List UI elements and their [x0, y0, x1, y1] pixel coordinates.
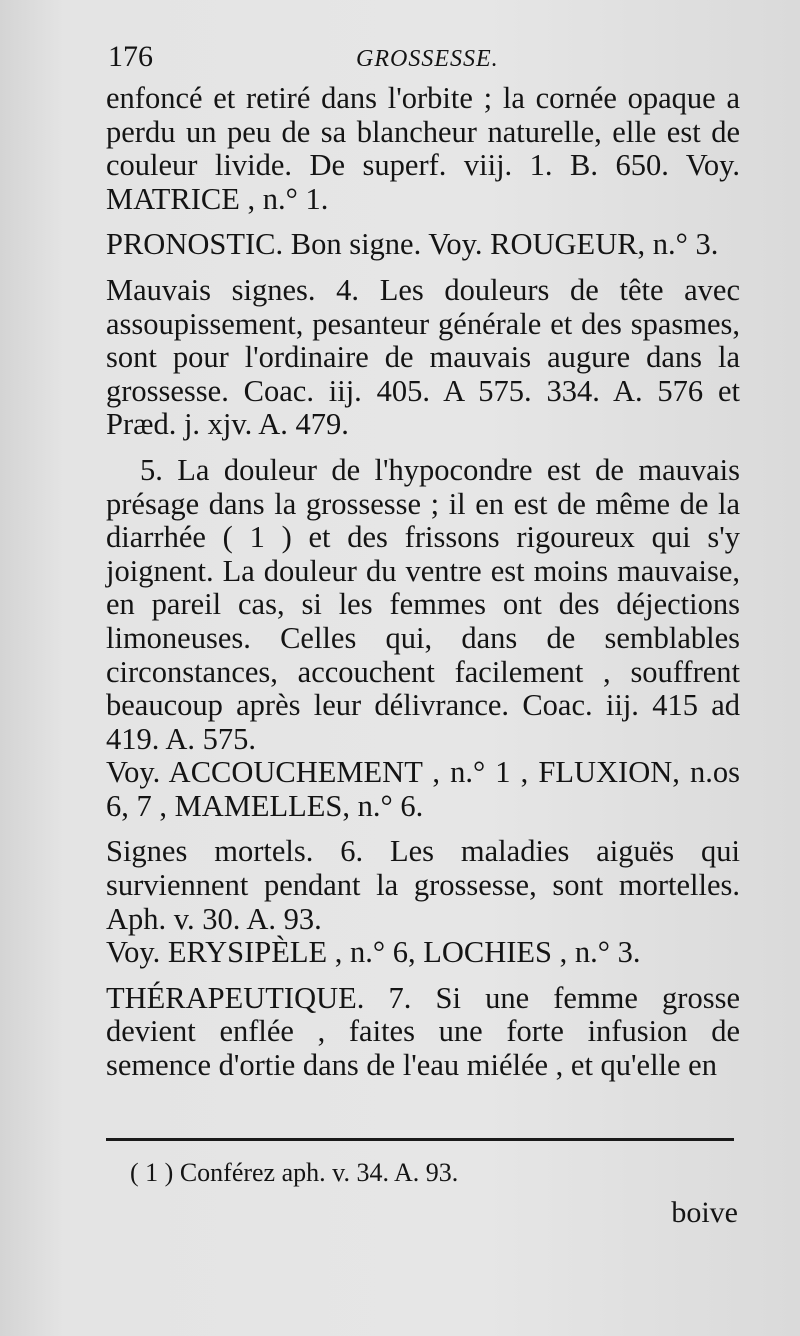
paragraph-4: 5. La douleur de l'hypocondre est de mauvais présage dans la grossesse ; il en est de même de la diarrhée ( 1 ) et des frissons rigoureux qui s'y joignent. La douleur du ventre est moins mauvaise, en pareil cas, si les femmes ont des déjections limoneuses. Celles qui, dans de semblables circonstances, accouchent facilement , souffrent beaucoup après leur délivrance. Coac. iij. 415 ad 419. A. 575. — [106, 452, 740, 756]
paragraph-1: enfoncé et retiré dans l'orbite ; la cornée opaque a perdu un peu de sa blancheur naturelle, elle est de couleur livide. De superf. viij. 1. B. 650. Voy. MATRICE , n.° 1. — [106, 81, 740, 216]
footnote: ( 1 ) Conférez aph. v. 34. A. 93. — [130, 1158, 459, 1187]
paragraph-2: PRONOSTIC. Bon signe. Voy. ROUGEUR, n.° 3. — [106, 227, 719, 262]
page-number: 176 — [108, 40, 153, 73]
paragraph-3: Mauvais signes. 4. Les douleurs de tête avec assoupissement, pesanteur générale et des spasmes, sont pour l'ordinaire de mauvais augure dans la grossesse. Coac. iij. 405. A 575. 334. A. 576 et Præd. j. xjv. A. 479. — [106, 272, 740, 442]
paragraph-8: THÉRAPEUTIQUE. 7. Si une femme grosse devient enflée , faites une forte infusion de semence d'ortie dans de l'eau miélée , et qu'elle en — [106, 980, 740, 1083]
catchword: boive — [671, 1196, 738, 1229]
paragraph-5: Voy. ACCOUCHEMENT , n.° 1 , FLUXION, n.os 6, 7 , MAMELLES, n.° 6. — [106, 755, 740, 823]
paragraph-6: Signes mortels. 6. Les maladies aiguës qui surviennent pendant la grossesse, sont mortelles. Aph. v. 30. A. 93. — [106, 834, 740, 936]
running-head: GROSSESSE. — [356, 46, 499, 72]
page-header — [108, 40, 748, 80]
paragraph-7: Voy. ERYSIPÈLE , n.° 6, LOCHIES , n.° 3. — [106, 935, 641, 970]
footnote-rule — [106, 1138, 734, 1141]
body-text — [106, 82, 740, 1083]
